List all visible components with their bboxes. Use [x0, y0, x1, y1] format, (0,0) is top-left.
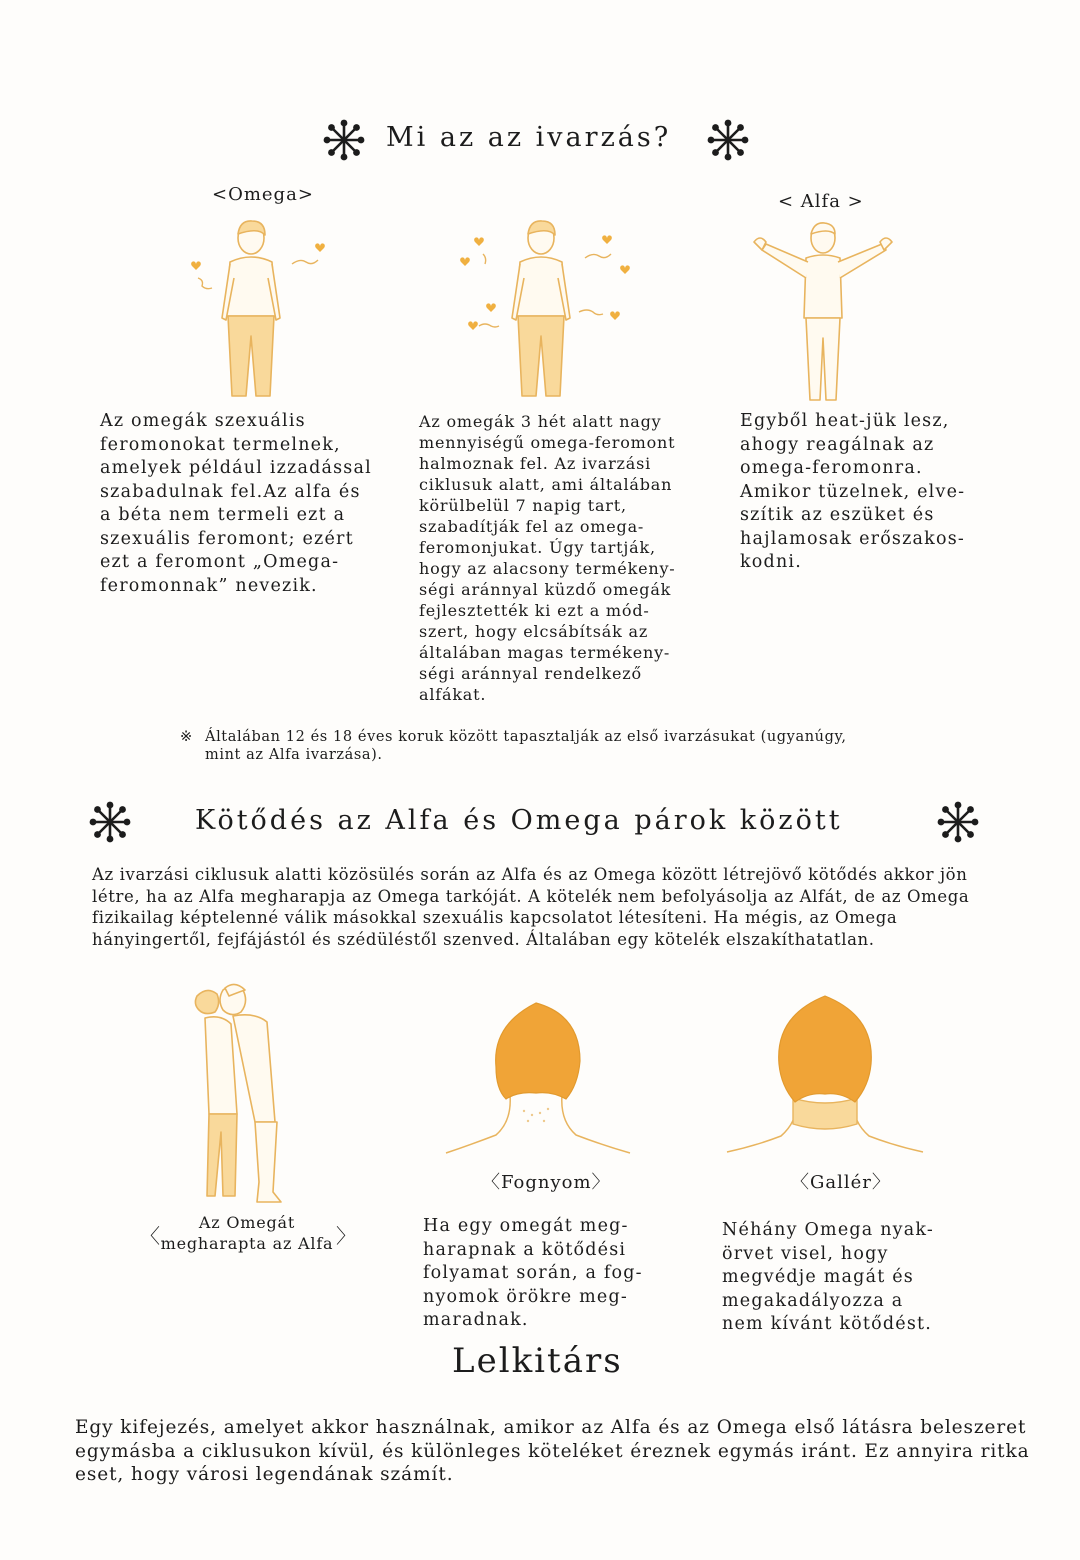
- caption-bite: Az Omegát megharapta az Alfa: [160, 1213, 334, 1253]
- snowflake-star-icon: [88, 800, 132, 844]
- text-omega-pheromone: Az omegák szexuális feromonokat termelnek, amelyek például izzadással szabadulnak fel.Az alfa és a béta nem termeli ezt a szexuális feromont; ezért ezt a feromont „Omega- feromonnak” nevezik.: [100, 411, 372, 596]
- bracket-left: 〈: [140, 1224, 161, 1248]
- collar-illustration: [725, 990, 925, 1155]
- snowflake-star-icon: [936, 800, 980, 844]
- alpha-figure-illustration: [748, 220, 898, 405]
- soulmate-text: Egy kifejezés, amelyet akkor használnak, amikor az Alfa és az Omega első látásra beleszeret egymásba a ciklusukon kívül, és különleges köteléket éreznek egymás iránt. Ez annyira ritka eset, hogy városi legendának számít.: [75, 1417, 1030, 1485]
- note-first-heat: Általában 12 és 18 éves koruk között tapasztalják az első ivarzásukat (ugyanúgy, mint az Alfa ivarzása).: [205, 729, 847, 763]
- bond-intro: Az ivarzási ciklusuk alatti közösülés során az Alfa és az Omega között létrejövő kötődés akkor jön létre, ha az Alfa megharapja az Omega tarkóját. A kötelék nem befolyásolja az Alfát, de az Omega fizikailag képtelenné válik másokkal szexuális kapcsolatot létesíteni. Ha mégis, az Omega hányingertől, fejfájástól és szédüléstől szenved. Általában egy kötelék elszakíthatatlan.: [92, 865, 970, 949]
- label-omega: <Omega>: [212, 184, 314, 205]
- label-alpha: < Alfa >: [778, 191, 864, 212]
- snowflake-star-icon: [322, 118, 366, 162]
- section-title-bond: Kötődés az Alfa és Omega párok között: [195, 805, 843, 836]
- caption-collar: 〈Gallér〉: [791, 1172, 891, 1193]
- omega-heat-figure-illustration: [455, 218, 630, 428]
- bite-pair-illustration: [185, 982, 295, 1207]
- text-teeth-mark: Ha egy omegát meg- harapnak a kötődési folyamat során, a fog- nyomok örökre meg- maradnak.: [423, 1216, 643, 1330]
- text-collar: Néhány Omega nyak- örvet visel, hogy megvédje magát és megakadályozza a nem kívánt kötődést.: [722, 1220, 934, 1334]
- text-alpha-reaction: Egyből heat-jük lesz, ahogy reagálnak az omega-feromonra. Amikor tüzelnek, elve- szítik az eszüket és hajlamosak erőszakos- kodni.: [740, 411, 966, 572]
- text-heat-cycle: Az omegák 3 hét alatt nagy mennyiségű omega-feromont halmoznak fel. Az ivarzási ciklusuk alatt, ami általában körülbelül 7 napig tart, szabadítják fel az omega- feromonjukat. Úgy tartják, hogy az alacsony termékeny- ségi aránnyal küzdő omegák fejlesztették ki ezt a mód- szert, hogy elcsábítsák az általában magas termékeny- ségi aránnyal rendelkező alfákat.: [419, 412, 676, 704]
- teeth-mark-nape-illustration: [440, 995, 635, 1155]
- note-mark: ※: [180, 729, 193, 745]
- section-title-soulmate: Lelkitárs: [452, 1341, 623, 1381]
- section-title-heat: Mi az az ivarzás?: [386, 122, 672, 153]
- bracket-right: 〉: [336, 1224, 357, 1248]
- caption-teeth: 〈Fognyom〉: [482, 1172, 611, 1193]
- omega-figure-illustration: [180, 218, 330, 408]
- snowflake-star-icon: [706, 118, 750, 162]
